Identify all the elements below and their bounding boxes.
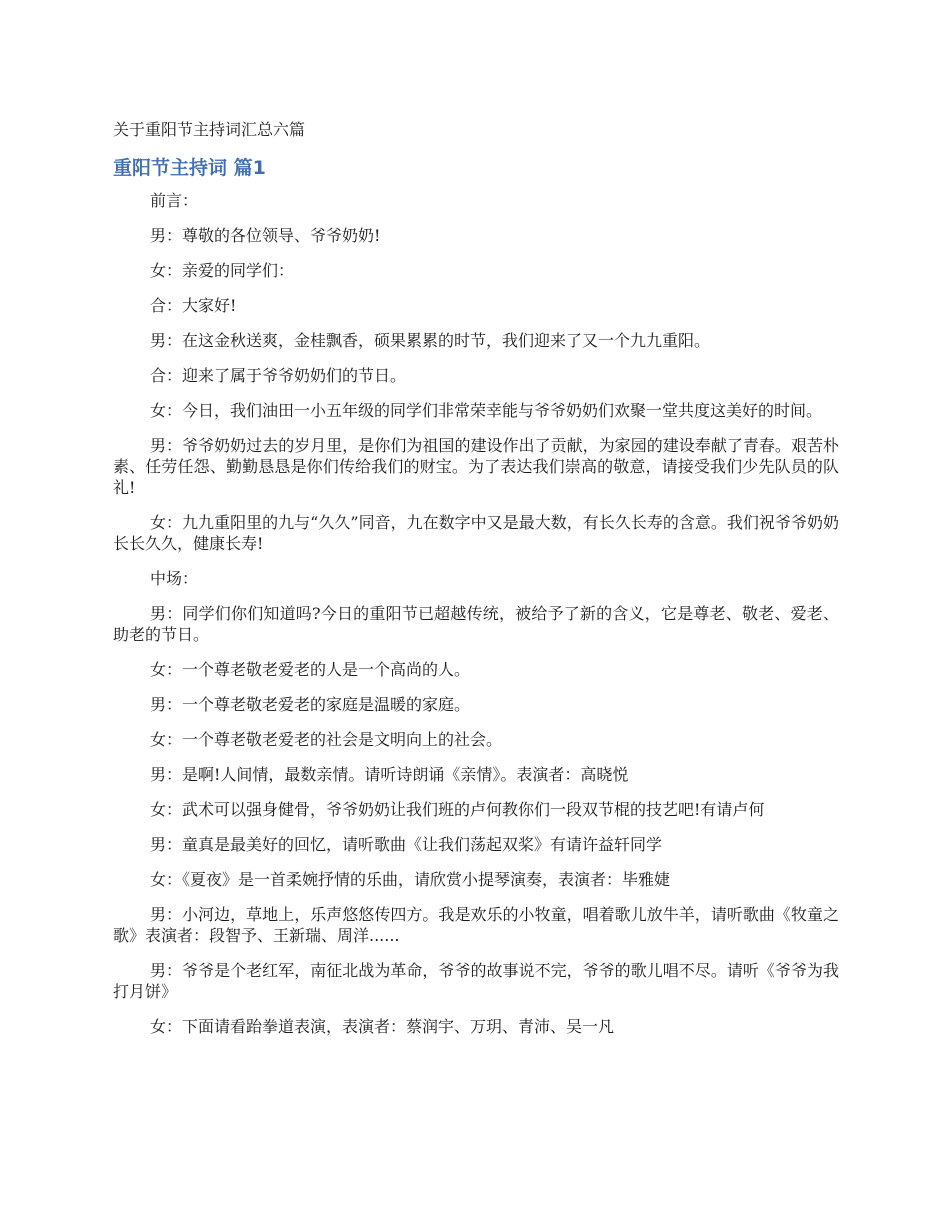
paragraph: 男：在这金秋送爽，金桂飘香，硕果累累的时节，我们迎来了又一个九九重阳。 [150,331,711,350]
paragraph: 女：一个尊老敬老爱老的人是一个高尚的人。 [150,660,471,679]
paragraph: 女：九九重阳里的九与“久久”同音，九在数字中又是最大数，有长久长寿的含意。我们祝爷爷奶奶长长久久，健康长寿! [113,513,839,553]
paragraph: 男：童真是最美好的回忆，请听歌曲《让我们荡起双桨》有请许益轩同学 [150,835,663,854]
section-heading: 重阳节主持词 篇1 [113,157,266,179]
paragraph: 男：是啊!人间情，最数亲情。请听诗朗诵《亲情》。表演者：高晓悦 [150,765,629,784]
paragraph: 女：武术可以强身健骨，爷爷奶奶让我们班的卢何教你们一段双节棍的技艺吧!有请卢何 [150,800,765,819]
paragraph: 男：小河边，草地上，乐声悠悠传四方。我是欢乐的小牧童，唱着歌儿放牛羊，请听歌曲《牧童之歌》表演者：段智予、王新瑞、周洋...... [113,905,839,945]
paragraph: 男：同学们你们知道吗?今日的重阳节已超越传统，被给予了新的含义，它是尊老、敬老、爱老、助老的节日。 [113,604,839,644]
paragraph: 女：一个尊老敬老爱老的社会是文明向上的社会。 [150,730,503,749]
paragraph: 男：一个尊老敬老爱老的家庭是温暖的家庭。 [150,695,471,714]
paragraph: 合：迎来了属于爷爷奶奶们的节日。 [150,366,407,385]
paragraph: 女：《夏夜》是一首柔婉抒情的乐曲，请欣赏小提琴演奏，表演者：毕雅婕 [150,870,671,889]
document-page [113,118,839,1051]
paragraph: 女：下面请看跆拳道表演，表演者：蔡润宇、万玥、青沛、吴一凡 [150,1017,615,1036]
document-title: 关于重阳节主持词汇总六篇 [113,120,306,139]
paragraph: 前言： [150,191,199,210]
paragraph: 女：今日，我们油田一小五年级的同学们非常荣幸能与爷爷奶奶们欢聚一堂共度这美好的时间。 [150,401,823,420]
paragraph: 男：尊敬的各位领导、爷爷奶奶! [150,226,381,245]
paragraph: 男：爷爷是个老红军，南征北战为革命，爷爷的故事说不完，爷爷的歌儿唱不尽。请听《爷爷为我打月饼》 [113,961,839,1001]
document-body [113,190,839,1037]
paragraph: 女：亲爱的同学们： [150,261,295,280]
paragraph: 合：大家好! [150,296,237,315]
paragraph: 男：爷爷奶奶过去的岁月里，是你们为祖国的建设作出了贡献，为家园的建设奉献了青春。艰苦朴素、任劳任怨、勤勤恳恳是你们传给我们的财宝。为了表达我们崇高的敬意，请接受我们少先队员的队礼! [113,436,839,497]
paragraph: 中场： [150,569,199,588]
